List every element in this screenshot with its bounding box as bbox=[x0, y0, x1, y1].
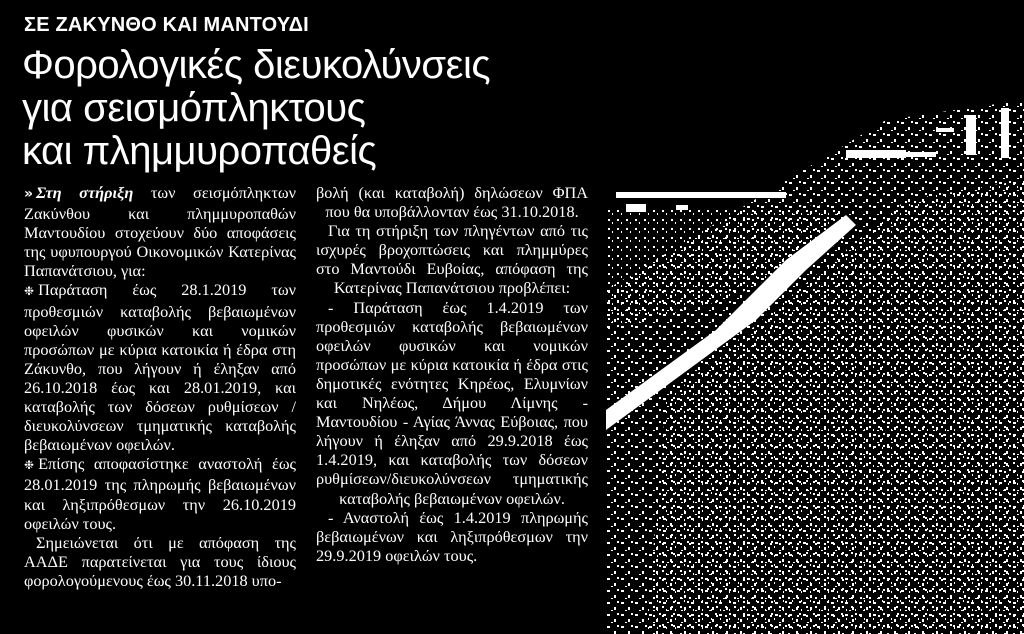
lead-paragraph bbox=[24, 183, 296, 280]
measure-paragraph-1: - Παράταση έως 1.4.2019 των προθεσμιών καταβολής βεβαιωμένων οφειλών φυσικών και νομικών προσώπων με κύρια κατοικία ή έδρα στις δημοτικές ενότητες Κηρέως, Ελυμνίων και Νηλέως, Δήμου Λίμνης - Μαντουδίου - Αγίας Άννας Εύβοιας, που λήγουν ή έληξαν από 29.9.2018 έως 1.4.2019, και καταβολής των δόσεων ρυθμίσεων/διευκολύνσεων τμηματικής καταβολής βεβαιωμένων οφειλών. bbox=[316, 297, 588, 508]
headline-line-3: και πλημμυροπαθείς bbox=[22, 129, 377, 173]
lead-bold-text: Στη στήριξη bbox=[36, 183, 134, 202]
article-column-1 bbox=[24, 183, 296, 590]
bullet-text-2: Επίσης αποφασίστηκε αναστολή έως 28.01.2019 της πληρωμής βεβαιωμένων και ληξιπρόθεσμων την 26.10.2019 οφειλών τους. bbox=[24, 454, 296, 533]
intro-paragraph: Για τη στήριξη των πληγέντων από τις ισχυρές βροχοπτώσεις και πλημμύρες στο Μαντούδι Ευβοίας, απόφαση της Κατερίνας Παπανάτσιου προβλέπει: bbox=[316, 221, 588, 298]
bullet-icon: ❉ bbox=[24, 458, 35, 473]
headline bbox=[22, 44, 582, 173]
bullet-paragraph-2 bbox=[24, 454, 296, 532]
bullet-text-1: Παράταση έως 28.1.2019 των προθεσμιών καταβολής βεβαιωμένων οφειλών φυσικών και νομικών προσώπων με κύρια κατοικία ή έδρα στη Ζάκυνθο, που λήγουν ή έληξαν από 26.10.2018 έως και 28.01.2019, και καταβολής των δόσεων ρυθμίσεων / διευκολύνσεων τμηματικής καταβολής βεβαιωμένων οφειλών. bbox=[24, 280, 296, 455]
kicker-heading: ΣΕ ΖΑΚΥΝΘΟ ΚΑΙ ΜΑΝΤΟΥΔΙ bbox=[24, 14, 309, 36]
note-paragraph: Σημειώνεται ότι με απόφαση της ΑΑΔΕ παρατείνεται για τους ίδιους φορολογούμενους έως 30.11.2018 υπο- bbox=[24, 532, 296, 590]
double-chevron-icon: » bbox=[24, 186, 34, 202]
continuation-paragraph: βολή (και καταβολή) δηλώσεων ΦΠΑ που θα υποβάλλονταν έως 31.10.2018. bbox=[316, 183, 588, 222]
headline-line-2: για σεισμόπληκτους bbox=[22, 86, 366, 130]
bullet-icon: ❉ bbox=[24, 284, 35, 299]
measure-paragraph-2: - Αναστολή έως 1.4.2019 πληρωμής βεβαιωμένων και ληξιπρόθεσμων την 29.9.2019 οφειλών τους. bbox=[316, 507, 588, 565]
article-column-2 bbox=[316, 183, 588, 565]
bullet-paragraph-1 bbox=[24, 280, 296, 454]
flood-damage-photo bbox=[606, 0, 1024, 634]
lead-text: των σεισμόπληκτων Ζακύνθου και πλημμυροπαθών Μαντουδίου στοχεύουν δύο αποφάσεις της υφυπουργού Οικονομικών Κατερίνας Παπανάτσιου, για: bbox=[24, 183, 296, 281]
headline-line-1: Φορολογικές διευκολύνσεις bbox=[22, 43, 491, 87]
